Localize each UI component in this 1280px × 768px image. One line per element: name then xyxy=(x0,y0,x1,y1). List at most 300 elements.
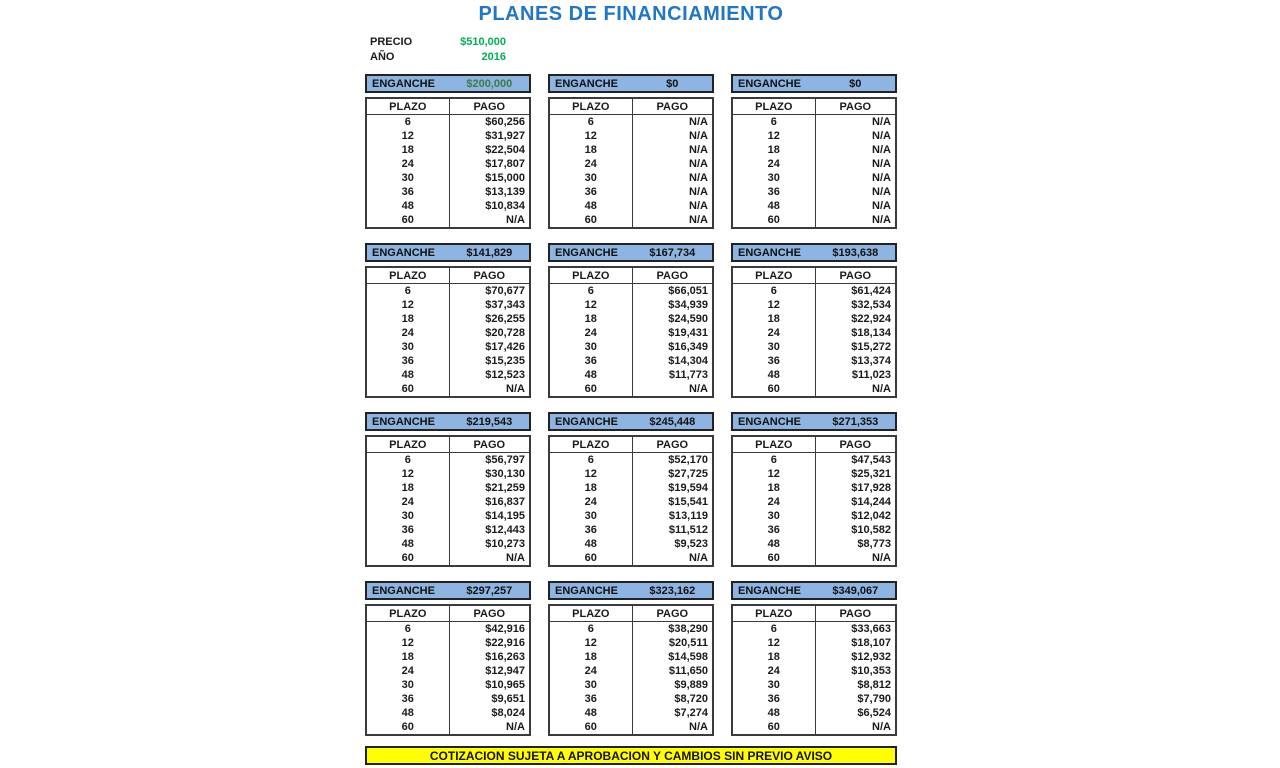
plan-rows xyxy=(367,115,529,227)
table-row xyxy=(550,326,712,340)
table-row xyxy=(733,115,895,129)
plazo-header: PLAZO xyxy=(733,99,816,114)
plazo-cell: 12 xyxy=(550,636,633,650)
table-row xyxy=(367,326,529,340)
pago-cell: N/A xyxy=(506,552,525,564)
plazo-header: PLAZO xyxy=(367,606,450,621)
pago-header: PAGO xyxy=(656,439,689,451)
table-row xyxy=(733,199,895,213)
plazo-cell: 60 xyxy=(550,213,633,227)
enganche-amount: $219,543 xyxy=(466,415,513,428)
table-row xyxy=(733,368,895,382)
plazo-cell: 6 xyxy=(367,453,450,467)
table-row xyxy=(733,664,895,678)
plazo-cell: 18 xyxy=(550,312,633,326)
plazo-cell: 30 xyxy=(367,509,450,523)
table-row xyxy=(550,720,712,734)
plazo-cell: 48 xyxy=(367,537,450,551)
plazo-cell: 30 xyxy=(550,509,633,523)
pago-cell: $32,534 xyxy=(851,299,891,311)
plan-card xyxy=(365,412,531,567)
pago-cell: N/A xyxy=(689,144,708,156)
pago-cell: $38,290 xyxy=(668,623,708,635)
pago-cell: $12,932 xyxy=(851,651,891,663)
plazo-cell: 24 xyxy=(367,495,450,509)
plazo-cell: 60 xyxy=(733,720,816,734)
pago-cell: $30,130 xyxy=(485,468,525,480)
table-row xyxy=(550,340,712,354)
table-row xyxy=(733,143,895,157)
table-row xyxy=(550,467,712,481)
plan-table-header xyxy=(550,606,712,622)
plazo-cell: 18 xyxy=(733,312,816,326)
table-row xyxy=(367,636,529,650)
table-row xyxy=(733,537,895,551)
pago-cell: $10,353 xyxy=(851,665,891,677)
pago-cell: $11,512 xyxy=(668,524,708,536)
table-row xyxy=(550,185,712,199)
pago-cell: N/A xyxy=(689,214,708,226)
plan-rows xyxy=(733,453,895,565)
table-row xyxy=(550,664,712,678)
plan-table-header xyxy=(550,268,712,284)
table-row xyxy=(733,312,895,326)
pago-cell: N/A xyxy=(872,130,891,142)
pago-cell: $8,773 xyxy=(857,538,891,550)
table-row xyxy=(367,706,529,720)
disclaimer-banner: COTIZACION SUJETA A APROBACION Y CAMBIOS SIN PREVIO AVISO xyxy=(365,746,897,765)
pago-cell: $16,837 xyxy=(485,496,525,508)
table-row xyxy=(550,213,712,227)
table-row xyxy=(367,551,529,565)
pago-header: PAGO xyxy=(473,101,506,113)
plazo-cell: 36 xyxy=(550,185,633,199)
plazo-cell: 12 xyxy=(367,298,450,312)
plazo-cell: 48 xyxy=(550,199,633,213)
enganche-header xyxy=(548,74,714,93)
plan-table-header xyxy=(367,437,529,453)
table-row xyxy=(550,157,712,171)
pago-cell: $14,244 xyxy=(851,496,891,508)
table-row xyxy=(367,453,529,467)
pago-cell: $52,170 xyxy=(668,454,708,466)
table-row xyxy=(367,622,529,636)
table-row xyxy=(733,171,895,185)
enganche-amount: $271,353 xyxy=(832,415,879,428)
plazo-cell: 30 xyxy=(367,171,450,185)
plan-table xyxy=(731,604,897,736)
table-row xyxy=(550,143,712,157)
enganche-amount: $167,734 xyxy=(649,246,696,259)
table-row xyxy=(367,129,529,143)
pago-cell: $13,139 xyxy=(485,186,525,198)
plazo-cell: 6 xyxy=(733,284,816,298)
plan-rows xyxy=(733,115,895,227)
plan-table xyxy=(365,435,531,567)
pago-cell: $10,582 xyxy=(851,524,891,536)
plan-table-header xyxy=(367,606,529,622)
pago-cell: $8,024 xyxy=(491,707,525,719)
table-row xyxy=(550,706,712,720)
plazo-cell: 6 xyxy=(550,284,633,298)
table-row xyxy=(367,340,529,354)
plazo-cell: 12 xyxy=(550,298,633,312)
plazo-cell: 36 xyxy=(550,354,633,368)
plan-table xyxy=(548,435,714,567)
pago-cell: N/A xyxy=(872,721,891,733)
enganche-header xyxy=(548,412,714,431)
plazo-cell: 6 xyxy=(733,453,816,467)
table-row xyxy=(550,650,712,664)
anio-row xyxy=(370,50,506,65)
table-row xyxy=(367,678,529,692)
table-row xyxy=(733,453,895,467)
table-row xyxy=(367,354,529,368)
pago-header: PAGO xyxy=(839,608,872,620)
plazo-cell: 24 xyxy=(550,157,633,171)
plazo-cell: 18 xyxy=(367,481,450,495)
table-row xyxy=(367,298,529,312)
plazo-cell: 60 xyxy=(367,551,450,565)
pago-header: PAGO xyxy=(656,608,689,620)
table-row xyxy=(733,129,895,143)
plan-card xyxy=(731,581,897,736)
plazo-cell: 12 xyxy=(367,636,450,650)
plazo-cell: 60 xyxy=(550,720,633,734)
pago-cell: $8,720 xyxy=(674,693,708,705)
table-row xyxy=(550,495,712,509)
table-row xyxy=(367,143,529,157)
pago-cell: $8,812 xyxy=(857,679,891,691)
plan-table xyxy=(731,97,897,229)
pago-cell: N/A xyxy=(506,721,525,733)
pago-header: PAGO xyxy=(656,270,689,282)
enganche-amount: $141,829 xyxy=(466,246,513,259)
plazo-cell: 12 xyxy=(733,636,816,650)
table-row xyxy=(550,115,712,129)
table-row xyxy=(550,523,712,537)
plan-table-header xyxy=(550,437,712,453)
pago-cell: $12,523 xyxy=(485,369,525,381)
table-row xyxy=(550,199,712,213)
enganche-label: ENGANCHE xyxy=(372,584,435,597)
plan-card xyxy=(731,243,897,398)
plans-grid xyxy=(365,74,897,736)
plazo-cell: 18 xyxy=(367,143,450,157)
pago-cell: $22,504 xyxy=(485,144,525,156)
table-row xyxy=(367,382,529,396)
plazo-cell: 30 xyxy=(367,678,450,692)
plazo-header: PLAZO xyxy=(550,99,633,114)
pago-cell: N/A xyxy=(689,186,708,198)
plan-rows xyxy=(550,284,712,396)
table-row xyxy=(367,115,529,129)
plan-card xyxy=(731,412,897,567)
pago-cell: $12,443 xyxy=(485,524,525,536)
table-row xyxy=(367,692,529,706)
plazo-cell: 12 xyxy=(367,467,450,481)
table-row xyxy=(733,284,895,298)
plazo-cell: 30 xyxy=(550,171,633,185)
enganche-label: ENGANCHE xyxy=(372,77,435,90)
enganche-header xyxy=(548,243,714,262)
plazo-cell: 60 xyxy=(733,213,816,227)
table-row xyxy=(550,312,712,326)
pago-cell: $9,651 xyxy=(491,693,525,705)
pago-cell: $12,947 xyxy=(485,665,525,677)
pago-cell: N/A xyxy=(872,214,891,226)
pago-cell: $11,023 xyxy=(851,369,891,381)
table-row xyxy=(550,622,712,636)
pago-cell: $10,273 xyxy=(485,538,525,550)
table-row xyxy=(550,354,712,368)
plazo-cell: 6 xyxy=(367,115,450,129)
table-row xyxy=(367,199,529,213)
pago-cell: $15,541 xyxy=(668,496,708,508)
table-row xyxy=(733,692,895,706)
plazo-cell: 48 xyxy=(733,706,816,720)
plazo-cell: 24 xyxy=(733,326,816,340)
table-row xyxy=(550,481,712,495)
table-row xyxy=(367,312,529,326)
precio-label: PRECIO xyxy=(370,36,413,48)
plazo-header: PLAZO xyxy=(367,437,450,452)
table-row xyxy=(733,650,895,664)
pago-cell: $13,374 xyxy=(851,355,891,367)
table-row xyxy=(733,523,895,537)
pago-cell: $10,834 xyxy=(485,200,525,212)
table-row xyxy=(550,129,712,143)
table-row xyxy=(733,157,895,171)
plan-table-header xyxy=(733,606,895,622)
enganche-header xyxy=(731,581,897,600)
table-row xyxy=(733,720,895,734)
pago-header: PAGO xyxy=(656,101,689,113)
pago-cell: $61,424 xyxy=(851,285,891,297)
plazo-header: PLAZO xyxy=(550,268,633,283)
table-row xyxy=(367,213,529,227)
table-row xyxy=(733,636,895,650)
table-row xyxy=(550,284,712,298)
enganche-amount: $0 xyxy=(849,77,862,90)
plazo-cell: 18 xyxy=(550,481,633,495)
pago-cell: $15,235 xyxy=(485,355,525,367)
enganche-label: ENGANCHE xyxy=(738,415,801,428)
plazo-cell: 30 xyxy=(550,340,633,354)
enganche-label: ENGANCHE xyxy=(555,246,618,259)
plazo-header: PLAZO xyxy=(550,606,633,621)
plazo-cell: 30 xyxy=(550,678,633,692)
pago-header: PAGO xyxy=(473,270,506,282)
table-row xyxy=(550,678,712,692)
table-row xyxy=(367,157,529,171)
plazo-cell: 48 xyxy=(367,199,450,213)
plazo-header: PLAZO xyxy=(733,437,816,452)
plazo-header: PLAZO xyxy=(367,99,450,114)
plazo-cell: 6 xyxy=(550,453,633,467)
plazo-cell: 36 xyxy=(367,692,450,706)
plazo-cell: 12 xyxy=(733,129,816,143)
pago-cell: $11,650 xyxy=(668,665,708,677)
plan-table xyxy=(365,604,531,736)
plan-rows xyxy=(550,453,712,565)
table-row xyxy=(733,481,895,495)
table-row xyxy=(733,467,895,481)
plan-rows xyxy=(367,284,529,396)
table-row xyxy=(367,185,529,199)
plazo-cell: 48 xyxy=(367,368,450,382)
plazo-cell: 60 xyxy=(367,720,450,734)
plazo-header: PLAZO xyxy=(733,606,816,621)
enganche-header xyxy=(731,243,897,262)
table-row xyxy=(367,284,529,298)
pago-cell: $56,797 xyxy=(485,454,525,466)
pago-cell: $24,590 xyxy=(668,313,708,325)
table-row xyxy=(367,664,529,678)
precio-row xyxy=(370,35,506,50)
table-row xyxy=(550,382,712,396)
plan-rows xyxy=(550,115,712,227)
plazo-cell: 18 xyxy=(367,312,450,326)
pago-cell: N/A xyxy=(689,158,708,170)
pago-cell: $15,000 xyxy=(485,172,525,184)
plazo-cell: 12 xyxy=(550,467,633,481)
table-row xyxy=(367,523,529,537)
plan-card xyxy=(365,243,531,398)
table-row xyxy=(733,706,895,720)
table-row xyxy=(733,509,895,523)
table-row xyxy=(733,340,895,354)
pago-cell: N/A xyxy=(872,186,891,198)
price-info-block xyxy=(370,35,506,65)
plan-table-header xyxy=(550,99,712,115)
table-row xyxy=(733,678,895,692)
page-title: PLANES DE FINANCIAMIENTO xyxy=(478,3,784,25)
pago-cell: $16,349 xyxy=(668,341,708,353)
table-row xyxy=(733,354,895,368)
plazo-cell: 24 xyxy=(733,157,816,171)
pago-cell: $22,916 xyxy=(485,637,525,649)
enganche-header xyxy=(365,74,531,93)
plazo-cell: 60 xyxy=(550,551,633,565)
plazo-cell: 24 xyxy=(367,157,450,171)
plazo-cell: 6 xyxy=(550,622,633,636)
plazo-cell: 36 xyxy=(733,185,816,199)
plazo-cell: 6 xyxy=(367,622,450,636)
plazo-cell: 36 xyxy=(733,354,816,368)
pago-cell: $17,426 xyxy=(485,341,525,353)
plan-table xyxy=(548,266,714,398)
plan-table-header xyxy=(367,99,529,115)
table-row xyxy=(550,171,712,185)
pago-cell: $11,773 xyxy=(668,369,708,381)
plan-rows xyxy=(733,284,895,396)
plazo-cell: 36 xyxy=(733,692,816,706)
plazo-cell: 24 xyxy=(550,326,633,340)
table-row xyxy=(550,551,712,565)
pago-header: PAGO xyxy=(839,270,872,282)
plazo-cell: 60 xyxy=(733,382,816,396)
table-row xyxy=(733,298,895,312)
enganche-label: ENGANCHE xyxy=(555,415,618,428)
plazo-cell: 60 xyxy=(733,551,816,565)
plazo-cell: 24 xyxy=(367,326,450,340)
plazo-cell: 6 xyxy=(733,622,816,636)
plazo-cell: 48 xyxy=(550,368,633,382)
enganche-header xyxy=(731,74,897,93)
pago-cell: $19,431 xyxy=(668,327,708,339)
plan-card xyxy=(365,581,531,736)
pago-cell: N/A xyxy=(506,214,525,226)
pago-cell: $20,728 xyxy=(485,327,525,339)
pago-cell: $33,663 xyxy=(851,623,891,635)
plan-rows xyxy=(733,622,895,734)
table-row xyxy=(367,467,529,481)
pago-cell: N/A xyxy=(872,172,891,184)
pago-header: PAGO xyxy=(839,439,872,451)
plazo-header: PLAZO xyxy=(550,437,633,452)
pago-cell: $19,594 xyxy=(668,482,708,494)
pago-cell: $15,272 xyxy=(851,341,891,353)
plan-card xyxy=(731,74,897,229)
table-row xyxy=(733,551,895,565)
plan-table xyxy=(548,604,714,736)
enganche-label: ENGANCHE xyxy=(555,584,618,597)
plazo-cell: 30 xyxy=(367,340,450,354)
pago-cell: N/A xyxy=(689,116,708,128)
plan-table xyxy=(365,266,531,398)
enganche-label: ENGANCHE xyxy=(738,584,801,597)
pago-header: PAGO xyxy=(473,439,506,451)
table-row xyxy=(733,382,895,396)
table-row xyxy=(550,537,712,551)
enganche-amount: $200,000 xyxy=(466,77,513,90)
table-row xyxy=(550,298,712,312)
enganche-header xyxy=(365,243,531,262)
plazo-cell: 36 xyxy=(550,523,633,537)
table-row xyxy=(733,622,895,636)
table-row xyxy=(367,650,529,664)
pago-cell: $13,119 xyxy=(668,510,708,522)
plazo-cell: 48 xyxy=(733,537,816,551)
plan-rows xyxy=(367,622,529,734)
table-row xyxy=(367,171,529,185)
plazo-cell: 24 xyxy=(367,664,450,678)
pago-cell: $37,343 xyxy=(485,299,525,311)
plazo-cell: 24 xyxy=(550,664,633,678)
plazo-cell: 6 xyxy=(733,115,816,129)
pago-cell: N/A xyxy=(872,158,891,170)
pago-cell: N/A xyxy=(689,172,708,184)
enganche-header xyxy=(731,412,897,431)
enganche-amount: $297,257 xyxy=(466,584,513,597)
plazo-cell: 60 xyxy=(550,382,633,396)
plazo-header: PLAZO xyxy=(733,268,816,283)
plan-table xyxy=(731,266,897,398)
table-row xyxy=(550,636,712,650)
table-row xyxy=(550,453,712,467)
plazo-cell: 6 xyxy=(550,115,633,129)
enganche-amount: $193,638 xyxy=(832,246,879,259)
plan-card xyxy=(365,74,531,229)
pago-header: PAGO xyxy=(839,101,872,113)
plazo-cell: 48 xyxy=(550,537,633,551)
precio-value: $510,000 xyxy=(460,36,506,48)
plan-card xyxy=(548,412,714,567)
pago-cell: $60,256 xyxy=(485,116,525,128)
table-row xyxy=(367,537,529,551)
pago-cell: $18,134 xyxy=(851,327,891,339)
